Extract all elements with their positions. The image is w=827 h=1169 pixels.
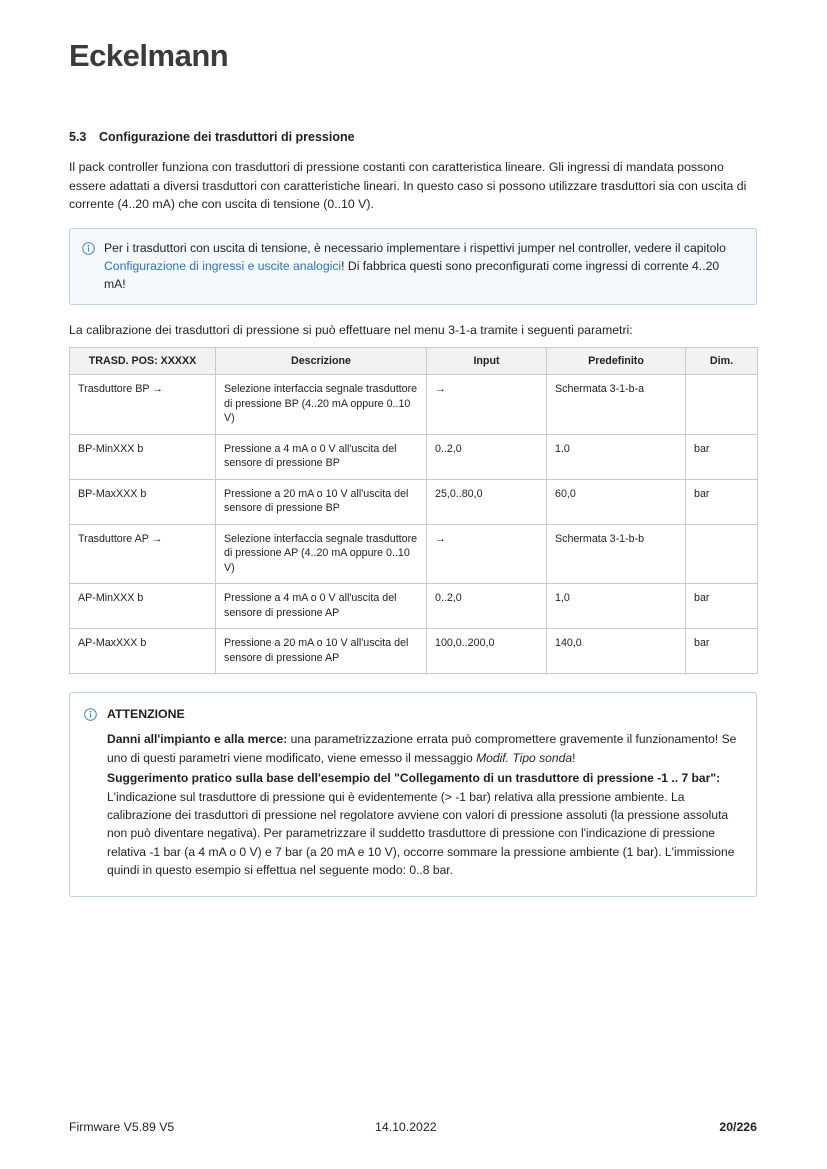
cell-dim: bar (686, 629, 758, 674)
attention-p1-text: una parametrizzazione errata può compromettere gravemente il funzionamento! Se uno di questi parametri viene modificato, viene emesso il messaggio (107, 732, 737, 765)
cell-param: AP-MaxXXX b (70, 629, 216, 674)
attention-paragraph-2 (107, 769, 742, 879)
cell-dim: bar (686, 584, 758, 629)
attention-box (69, 692, 757, 897)
info-icon (84, 708, 97, 721)
attention-title: ATTENZIONE (107, 707, 185, 721)
cell-param: Trasduttore AP → (70, 524, 216, 584)
attention-p1-end: ! (572, 750, 576, 765)
table-row (70, 375, 758, 435)
cell-description: Pressione a 20 mA o 10 V all'uscita del sensore di pressione AP (216, 629, 427, 674)
cell-default: Schermata 3-1-b-a (547, 375, 686, 435)
cell-param: Trasduttore BP → (70, 375, 216, 435)
attention-p2-text: L'indicazione sul trasduttore di pressione qui è evidentemente (> -1 bar) relativa alla pressione ambiente. La calibrazione dei trasduttori di pressione nel regolatore avviene con valori di pressione assoluti (la pressione assoluta non può diventare negativa). Per parametrizzare il suddetto trasduttore di pressione con l'indicazione di pressione relativa -1 bar (a 4 mA o 0 V) e 7 bar (a 20 mA e 10 V), occorre sommare la pressione ambiente (1 bar). L'immissione quindi in questo esempio si effettua nel seguente modo: 0..8 bar. (107, 789, 735, 878)
parameters-table (69, 347, 758, 675)
column-header-default: Predefinito (547, 347, 686, 375)
cell-default: Schermata 3-1-b-b (547, 524, 686, 584)
info-icon (82, 242, 95, 255)
cell-input: 100,0..200,0 (427, 629, 547, 674)
footer-date: 14.10.2022 (375, 1120, 437, 1134)
cell-default: 1.0 (547, 434, 686, 479)
table-row (70, 629, 758, 674)
cell-input: 0..2,0 (427, 434, 547, 479)
note-box (69, 228, 757, 305)
attention-paragraph-1 (107, 730, 742, 767)
attention-p1-bold: Danni all'impianto e alla merce: (107, 732, 288, 747)
cell-input: → (427, 524, 547, 584)
section-heading (69, 130, 757, 144)
company-logo: Eckelmann (69, 38, 229, 73)
cell-description: Pressione a 4 mA o 0 V all'uscita del sensore di pressione AP (216, 584, 427, 629)
table-intro: La calibrazione dei trasduttori di pressione si può effettuare nel menu 3-1-a tramite i seguenti parametri: (69, 322, 633, 337)
table-row (70, 524, 758, 584)
column-header-param: TRASD. POS: XXXXX (70, 347, 216, 375)
cell-description: Pressione a 4 mA o 0 V all'uscita del sensore di pressione BP (216, 434, 427, 479)
cell-input: → (427, 375, 547, 435)
cell-description: Pressione a 20 mA o 10 V all'uscita del sensore di pressione BP (216, 479, 427, 524)
attention-p2-bold: Suggerimento pratico sulla base dell'esempio del "Collegamento di un trasduttore di pressione -1 .. 7 bar": (107, 771, 721, 786)
cell-dim (686, 524, 758, 584)
cell-param: BP-MinXXX b (70, 434, 216, 479)
column-header-input: Input (427, 347, 547, 375)
cell-input: 25,0..80,0 (427, 479, 547, 524)
cell-default: 1,0 (547, 584, 686, 629)
column-header-description: Descrizione (216, 347, 427, 375)
footer-page-number: 20/226 (719, 1120, 757, 1134)
section-title-text: Configurazione dei trasduttori di pressione (99, 130, 355, 144)
note-text-before: Per i trasduttori con uscita di tensione, è necessario implementare i rispettivi jumper nel controller, vedere il capitolo (104, 240, 726, 255)
attention-p1-italic: Modif. Tipo sonda (476, 750, 573, 765)
table-row (70, 584, 758, 629)
table-row (70, 434, 758, 479)
cell-dim: bar (686, 434, 758, 479)
cell-param: AP-MinXXX b (70, 584, 216, 629)
section-number: 5.3 (69, 130, 87, 144)
note-text (104, 239, 744, 293)
cell-default: 140,0 (547, 629, 686, 674)
page-content (69, 130, 757, 897)
cell-param: BP-MaxXXX b (70, 479, 216, 524)
footer-firmware: Firmware V5.89 V5 (69, 1120, 175, 1134)
section-intro-paragraph: Il pack controller funziona con trasduttori di pressione costanti con caratteristica lineare. Gli ingressi di mandata possono essere adattati a diversi trasduttori con caratteristiche lineari. In questo caso si possono utilizzare trasduttori sia con uscita di corrente (4..20 mA) che con uscita di tensione (0..10 V). (69, 160, 747, 211)
note-link[interactable]: Configurazione di ingressi e uscite analogici (104, 258, 342, 273)
note-text-after: ! Di fabbrica questi sono preconfigurati come ingressi di corrente 4..20 mA! (104, 258, 720, 291)
cell-input: 0..2,0 (427, 584, 547, 629)
cell-default: 60,0 (547, 479, 686, 524)
cell-description: Selezione interfaccia segnale trasduttore di pressione AP (4..20 mA oppure 0..10 V) (216, 524, 427, 584)
cell-description: Selezione interfaccia segnale trasduttore di pressione BP (4..20 mA oppure 0..10 V) (216, 375, 427, 435)
attention-body (107, 705, 742, 882)
table-header-row (70, 347, 758, 375)
column-header-dim: Dim. (686, 347, 758, 375)
cell-dim: bar (686, 479, 758, 524)
cell-dim (686, 375, 758, 435)
table-row (70, 479, 758, 524)
